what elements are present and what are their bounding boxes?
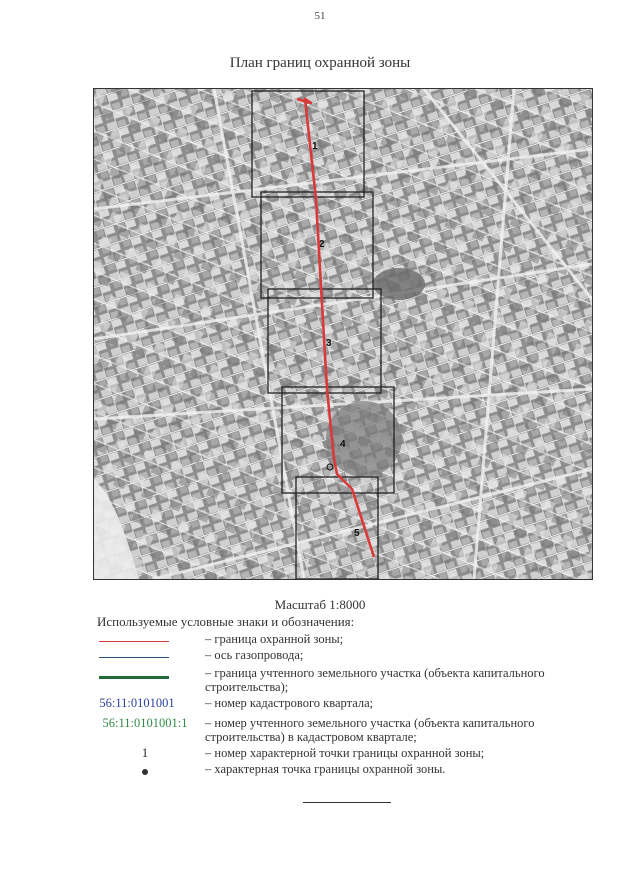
map-label-4: 4 xyxy=(340,439,346,450)
legend-red-line xyxy=(99,641,169,642)
legend-desc: – номер характерной точки границы охранной зоны; xyxy=(205,746,485,760)
dot-icon xyxy=(142,769,148,775)
map-scale: Масштаб 1:8000 xyxy=(274,597,366,612)
legend-desc: – граница охранной зоны; xyxy=(205,632,344,646)
legend-heading: Используемые условные знаки и обозначения: xyxy=(97,614,355,629)
legend-desc: – номер учтенного земельного участка (объекта капитального строительства) в кадастровом квартале; xyxy=(205,716,535,744)
map-label-3: 3 xyxy=(326,338,332,349)
page-number: 51 xyxy=(314,10,326,22)
legend-blue-line xyxy=(99,657,169,658)
footer-divider xyxy=(303,802,391,803)
map-label-2: 2 xyxy=(319,239,325,250)
map-label-1: 1 xyxy=(312,141,318,152)
legend-desc: – характерная точка границы охранной зоны. xyxy=(205,762,446,776)
map-label-5: 5 xyxy=(354,528,360,539)
map-svg xyxy=(94,89,592,579)
legend-desc: – номер кадастрового квартала; xyxy=(205,696,374,710)
legend-desc: – граница учтенного земельного участка (объекта капитального строительства); xyxy=(205,666,545,694)
legend-dot-symbol xyxy=(97,764,193,779)
legend-code-blue: 56:11:0101001 xyxy=(99,696,175,710)
legend-code-green: 56:11:0101001:1 xyxy=(102,716,188,730)
legend-desc: – ось газопровода; xyxy=(205,648,304,662)
legend-green-line xyxy=(99,676,169,679)
legend-number-symbol: 1 xyxy=(141,746,149,760)
page-title: План границ охранной зоны xyxy=(229,55,411,71)
aerial-map xyxy=(93,88,593,580)
